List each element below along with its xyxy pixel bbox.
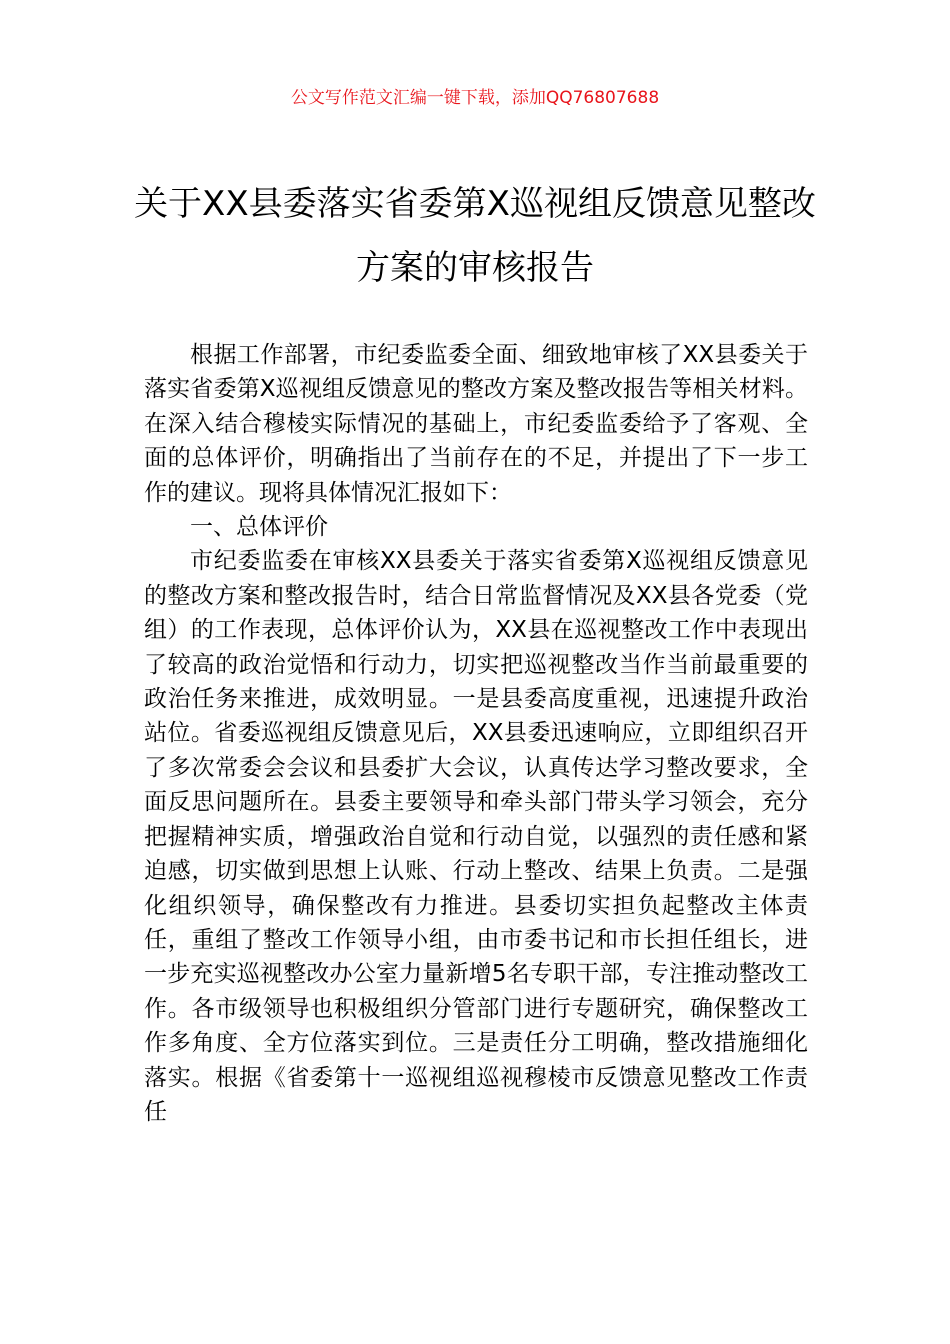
section-heading-overall-evaluation: 一、总体评价 bbox=[190, 514, 328, 541]
download-note: 公文写作范文汇编一键下载，添加QQ76807688 bbox=[290, 88, 660, 108]
section-1-paragraph: 市纪委监委在审核XX县委关于落实省委第X巡视组反馈意见的整改方案和整改报告时，结合日常监督情况及XX县各党委（党组）的工作表现，总体评价认为，XX县在巡视整改工作中表现出了较高的政治觉悟和行动力，切实把巡视整改当作当前最重要的政治任务来推进，成效明显。一是县委高度重视，迅速提升政治站位。省委巡视组反馈意见后，XX县委迅速响应，立即组织召开了多次常委会会议和县委扩大会议，认真传达学习整改要求，全面反思问题所在。县委主要领导和牵头部门带头学习领会，充分把握精神实质，增强政治自觉和行动自觉，以强烈的责任感和紧迫感，切实做到思想上认账、行动上整改、结果上负责。二是强化组织领导，确保整改有力推进。县委切实担负起整改主体责任，重组了整改工作领导小组，由市委书记和市长担任组长，进一步充实巡视整改办公室力量新增5名专职干部，专注推动整改工作。各市级领导也积极组织分管部门进行专题研究，确保整改工作多角度、全方位落实到位。三是责任分工明确，整改措施细化落实。根据《省委第十一巡视组巡视穆棱市反馈意见整改工作责任 bbox=[144, 548, 808, 1125]
document-title: 关于XX县委落实省委第X巡视组反馈意见整改方案的审核报告 bbox=[134, 184, 816, 288]
document-body bbox=[144, 338, 808, 1129]
intro-paragraph: 根据工作部署，市纪委监委全面、细致地审核了XX县委关于落实省委第X巡视组反馈意见的整改方案及整改报告等相关材料。在深入结合穆棱实际情况的基础上，市纪委监委给予了客观、全面的总体评价，明确指出了当前存在的不足，并提出了下一步工作的建议。现将具体情况汇报如下： bbox=[144, 342, 808, 506]
